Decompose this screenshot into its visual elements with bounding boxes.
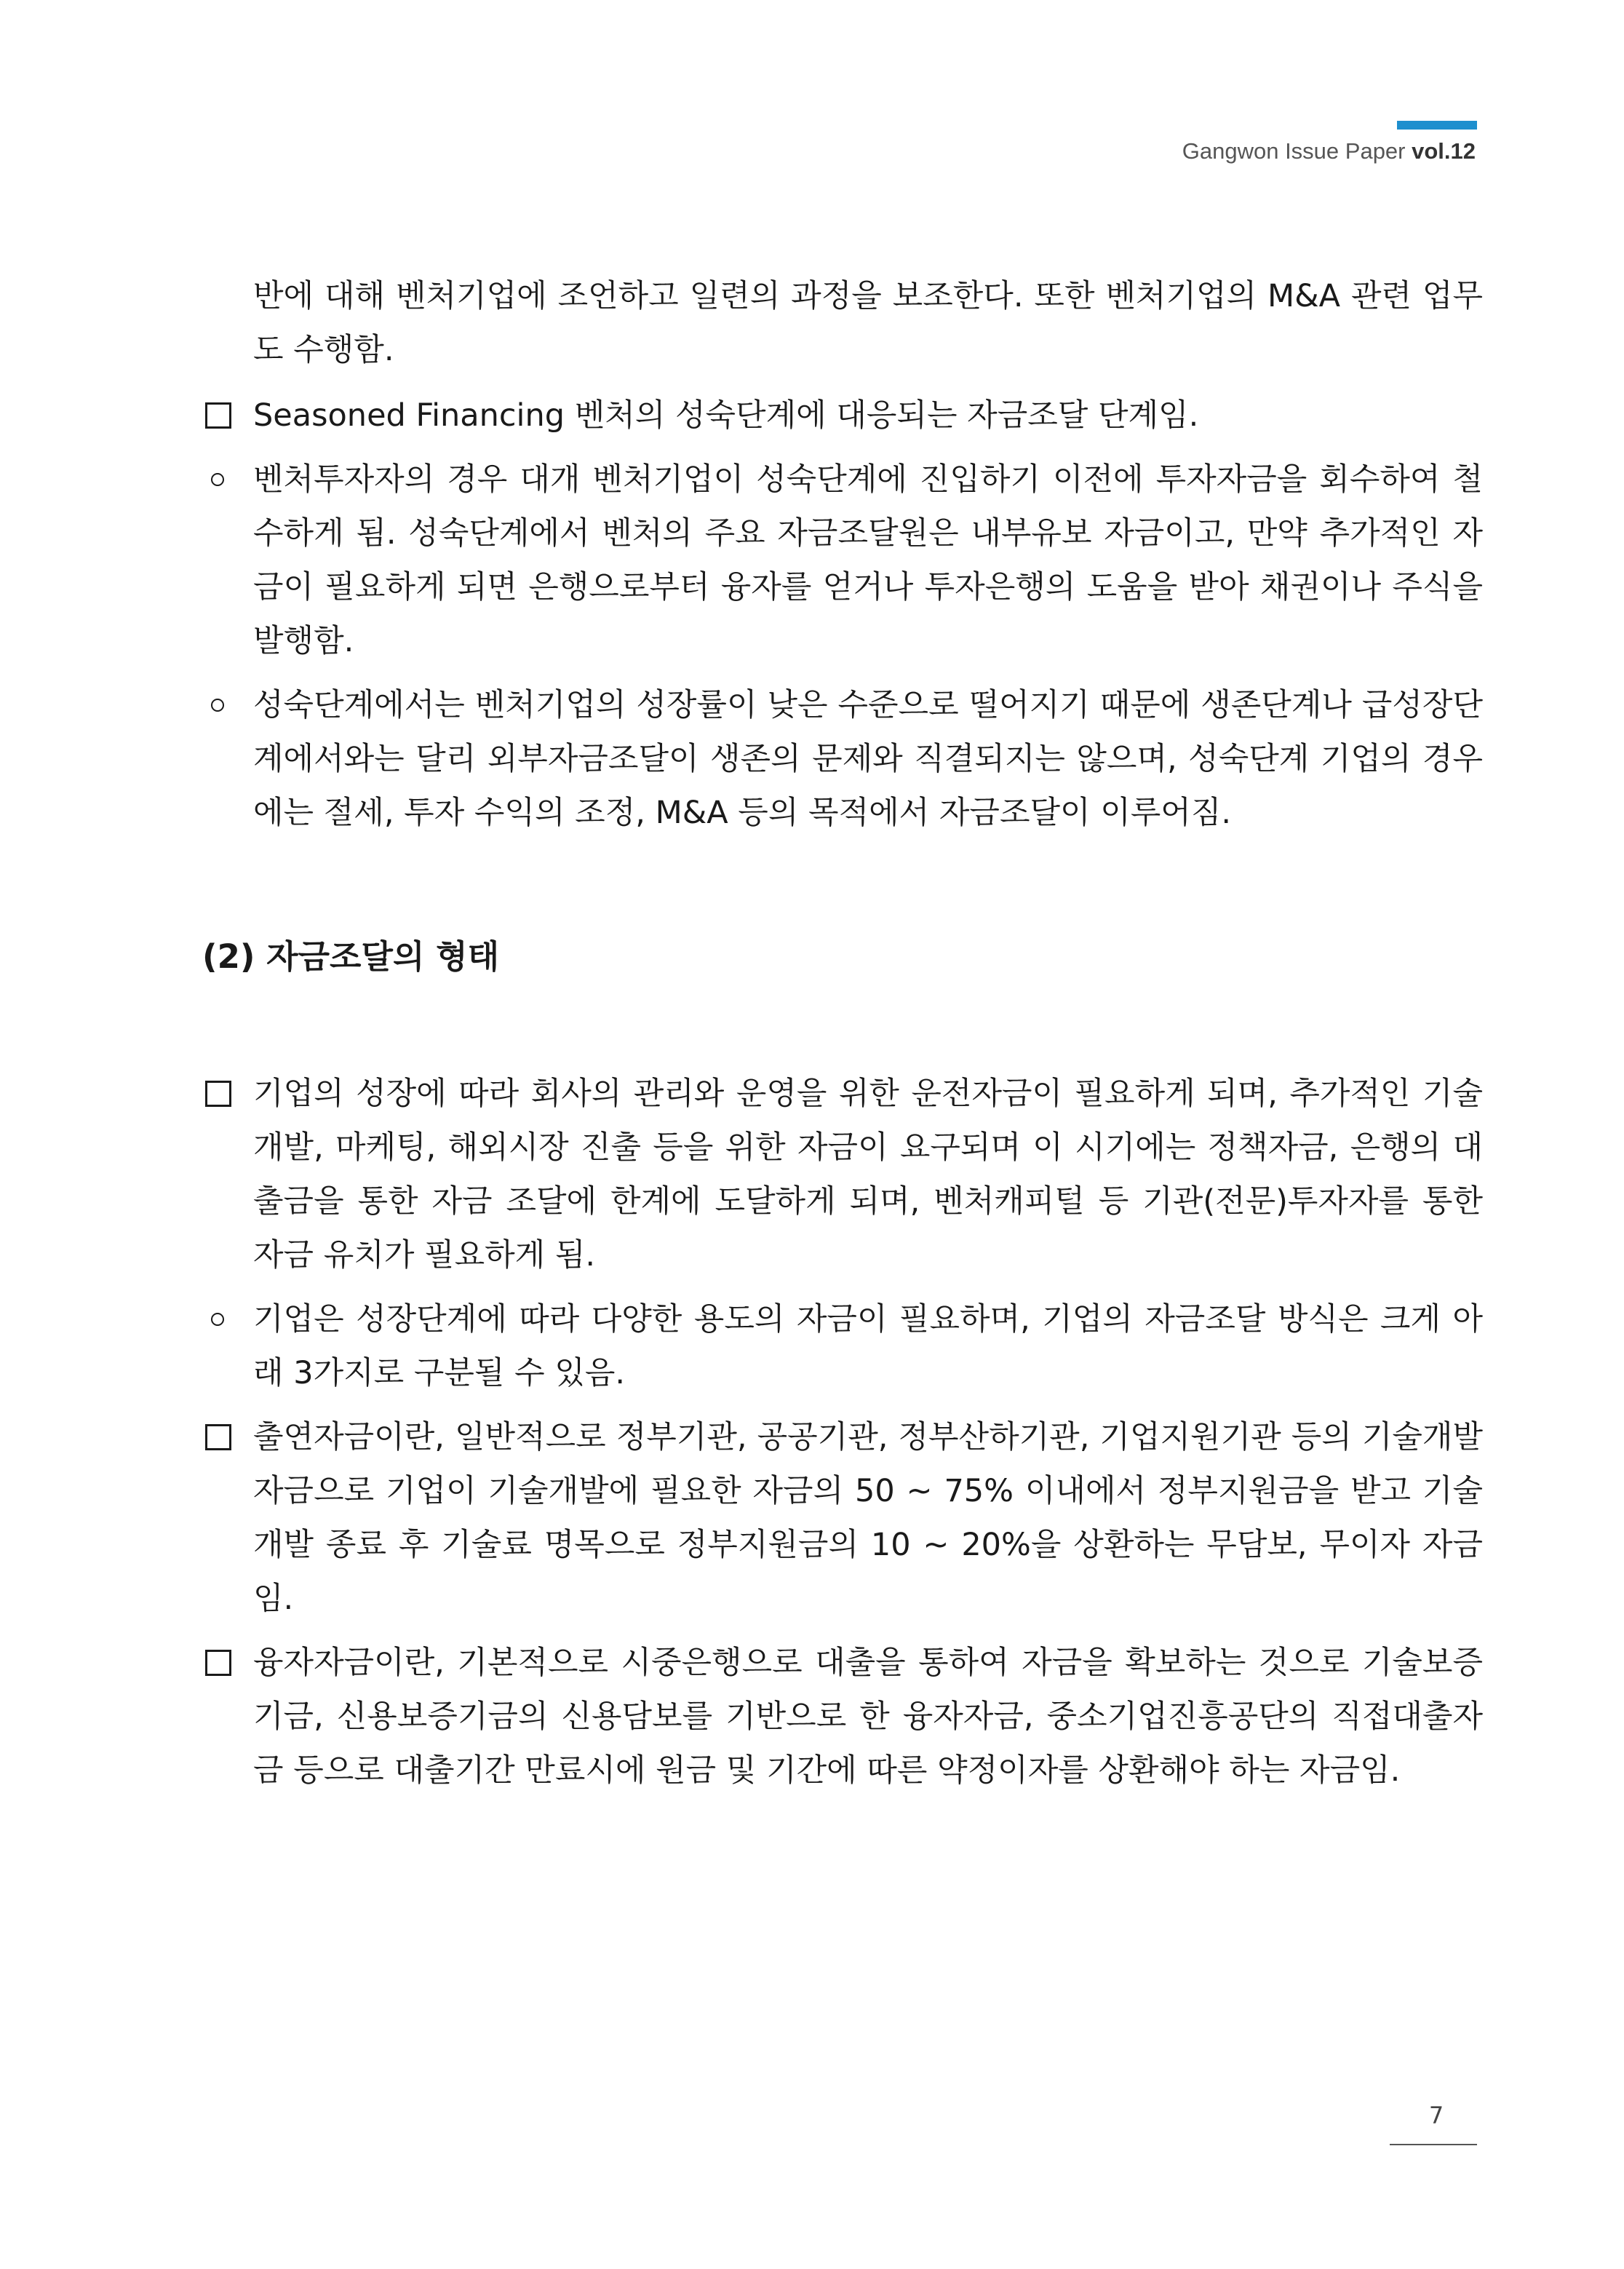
square-bullet-icon xyxy=(202,1067,253,1121)
paragraph-text: 출연자금이란, 일반적으로 정부기관, 공공기관, 정부산하기관, 기업지원기관 등의 기술개발 자금으로 기업이 기술개발에 필요한 자금의 50 ~ 75% 이내에서 정부지원금을 받고 기술개발 종료 후 기술료 명목으로 정부지원금의 10 ~ 20%을 상환하는 무담보, 무이자 자금임. xyxy=(253,1419,1483,1617)
page-number: 7 xyxy=(1428,2102,1444,2129)
header-title xyxy=(1182,138,1476,164)
header-title-text: Gangwon Issue Paper xyxy=(1182,138,1412,164)
bullet-square-item xyxy=(202,1410,1483,1626)
paragraph-text: Seasoned Financing 벤처의 성숙단계에 대응되는 자금조달 단계임. xyxy=(253,397,1199,434)
bullet-square-item xyxy=(202,389,1483,442)
paragraph-text: 융자자금이란, 기본적으로 시중은행으로 대출을 통하여 자금을 확보하는 것으로 기술보증기금, 신용보증기금의 신용담보를 기반으로 한 융자자금, 중소기업진흥공단의 직접대출자금 등으로 대출기간 만료시에 원금 및 기간에 따른 약정이자를 상환해야 하는 자금임. xyxy=(253,1645,1483,1789)
circle-bullet-icon xyxy=(202,1292,253,1346)
paragraph-text: 벤처투자자의 경우 대개 벤처기업이 성숙단계에 진입하기 이전에 투자자금을 회수하여 철수하게 됨. 성숙단계에서 벤처의 주요 자금조달원은 내부유보 자금이고, 만약 추가적인 자금이 필요하게 되면 은행으로부터 융자를 얻거나 투자은행의 도움을 받아 채권이나 주식을 발행함. xyxy=(253,461,1483,659)
paragraph-text: 반에 대해 벤처기업에 조언하고 일련의 과정을 보조한다. 또한 벤처기업의 M&A 관련 업무도 수행함. xyxy=(253,278,1483,368)
page-number-underline xyxy=(1390,2144,1477,2145)
circle-bullet-icon xyxy=(202,453,253,506)
bullet-square-item xyxy=(202,1636,1483,1797)
paragraph-text: 성숙단계에서는 벤처기업의 성장률이 낮은 수준으로 떨어지기 때문에 생존단계나 급성장단계에서와는 달리 외부자금조달이 생존의 문제와 직결되지는 않으며, 성숙단계 기업의 경우에는 절세, 투자 수익의 조정, M&A 등의 목적에서 자금조달이 이루어짐. xyxy=(253,687,1483,831)
bullet-circle-item xyxy=(202,453,1483,668)
bullet-square-item xyxy=(202,1067,1483,1282)
header-accent-bar xyxy=(1397,121,1477,130)
paragraph-text: 기업은 성장단계에 따라 다양한 용도의 자금이 필요하며, 기업의 자금조달 방식은 크게 아래 3가지로 구분될 수 있음. xyxy=(253,1301,1483,1391)
square-bullet-icon xyxy=(202,1636,253,1690)
bullet-circle-item xyxy=(202,1292,1483,1400)
header-volume: vol.12 xyxy=(1412,138,1476,164)
document-body xyxy=(202,269,1483,1797)
square-bullet-icon xyxy=(202,1410,253,1464)
section-heading: (2) 자금조달의 형태 xyxy=(202,937,500,976)
square-bullet-icon xyxy=(202,389,253,442)
bullet-circle-item xyxy=(202,678,1483,840)
paragraph-text: 기업의 성장에 따라 회사의 관리와 운영을 위한 운전자금이 필요하게 되며, 추가적인 기술개발, 마케팅, 해외시장 진출 등을 위한 자금이 요구되며 이 시기에는 정책자금, 은행의 대출금을 통한 자금 조달에 한계에 도달하게 되며, 벤처캐피털 등 기관(전문)투자자를 통한 자금 유치가 필요하게 됨. xyxy=(253,1076,1483,1273)
circle-bullet-icon xyxy=(202,678,253,732)
paragraph-continuation xyxy=(202,269,1483,377)
